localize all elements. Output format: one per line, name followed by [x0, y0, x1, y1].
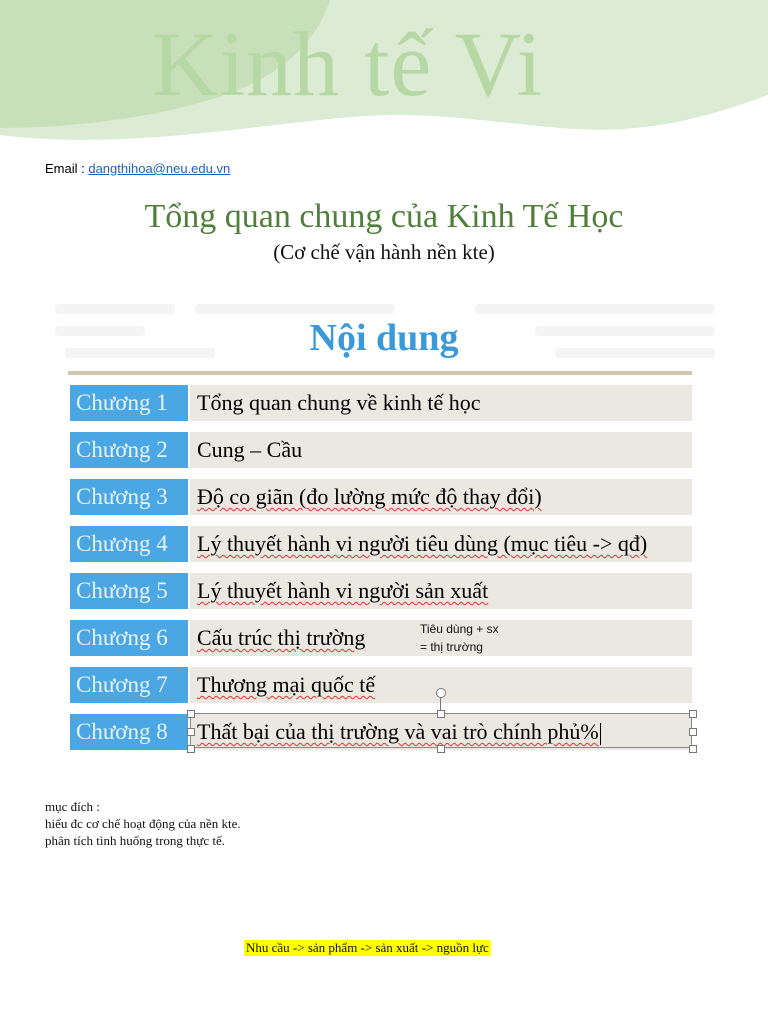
chapter-label: Chương 3 — [70, 479, 188, 515]
chapter-row — [70, 667, 694, 703]
chapter-topic[interactable]: Lý thuyết hành vi người sản xuất — [190, 573, 692, 609]
chapter-topic-text: Thất bại của thị trường và vai trò chính phủ% — [197, 719, 599, 744]
chapter-row — [70, 620, 694, 656]
resize-handle-bottom[interactable] — [437, 745, 445, 753]
chapter-row — [70, 573, 694, 609]
chapter-label: Chương 4 — [70, 526, 188, 562]
chapter-topic[interactable]: Độ co giãn (đo lường mức độ thay đổi) — [190, 479, 692, 515]
chapter-row — [70, 432, 694, 468]
resize-handle-top[interactable] — [437, 710, 445, 718]
chapter-label: Chương 5 — [70, 573, 188, 609]
chapter-label: Chương 1 — [70, 385, 188, 421]
chapter-topic[interactable]: Cấu trúc thị trường — [190, 620, 692, 656]
resize-handle-left[interactable] — [187, 728, 195, 736]
chapter-label: Chương 7 — [70, 667, 188, 703]
chapter-row — [70, 526, 694, 562]
chapter-topic[interactable]: Tổng quan chung về kinh tế học — [190, 385, 692, 421]
purpose-line: mục đích : — [45, 799, 100, 814]
resize-handle-top-left[interactable] — [187, 710, 195, 718]
chapter-label: Chương 2 — [70, 432, 188, 468]
selected-textbox-frame[interactable] — [190, 713, 692, 748]
chapter-topic[interactable]: Lý thuyết hành vi người tiêu dùng (mục tiêu -> qđ) — [190, 526, 692, 562]
annotation-line: Tiêu dùng + sx — [420, 622, 499, 636]
highlighted-flow-text: Nhu cầu -> sản phẩm -> sản xuất -> nguồn lực — [246, 940, 489, 955]
purpose-line: hiểu đc cơ chế hoạt động của nền kte. — [45, 816, 241, 831]
document-title: Tổng quan chung của Kinh Tế Học — [144, 198, 624, 235]
rotate-handle-icon[interactable] — [436, 688, 446, 698]
annotation-textbox[interactable] — [420, 620, 499, 656]
chapter-topic[interactable]: Cung – Cầu — [190, 432, 692, 468]
purpose-line: phân tích tình huống trong thực tế. — [45, 833, 225, 848]
resize-handle-right[interactable] — [689, 728, 697, 736]
document-subtitle: (Cơ chế vận hành nền kte) — [273, 240, 495, 264]
banner-title: Kinh tế Vi — [152, 13, 544, 115]
resize-handle-bottom-left[interactable] — [187, 745, 195, 753]
slide-title: Nội dung — [309, 317, 459, 359]
purpose-notes — [45, 798, 241, 849]
annotation-line: = thị trường — [420, 640, 483, 654]
chapter-topic[interactable]: Thương mại quốc tế — [190, 667, 692, 703]
email-label: Email : — [45, 161, 89, 176]
resize-handle-bottom-right[interactable] — [689, 745, 697, 753]
header-banner — [0, 0, 768, 150]
resize-handle-top-right[interactable] — [689, 710, 697, 718]
email-link[interactable]: dangthihoa@neu.edu.vn — [88, 161, 231, 176]
chapter-row — [70, 385, 694, 421]
email-line — [45, 161, 230, 176]
chapter-label: Chương 8 — [70, 714, 188, 750]
slide-title-rule — [68, 371, 692, 375]
chapter-label: Chương 6 — [70, 620, 188, 656]
chapter-row — [70, 479, 694, 515]
